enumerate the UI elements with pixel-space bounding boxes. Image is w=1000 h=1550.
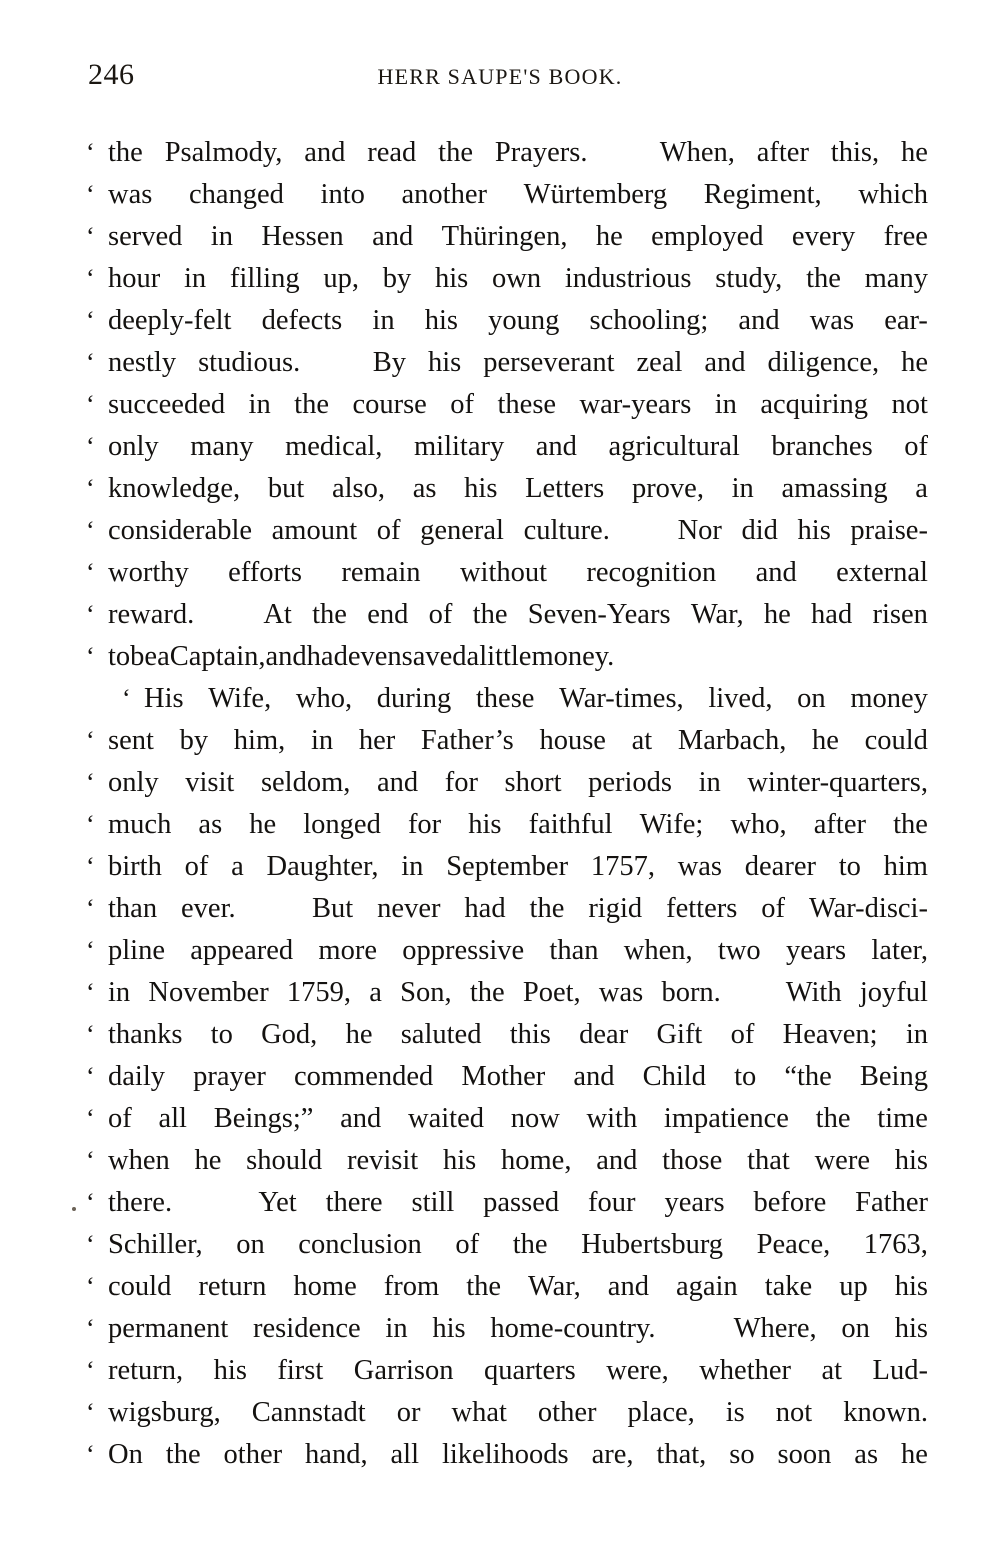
running-head: HERR SAUPE'S BOOK.: [377, 64, 623, 89]
line-text: birth of a Daughter, in September 1757, was dearer to him: [108, 851, 928, 882]
line-quote-mark: ‘: [86, 600, 95, 629]
line-text: when he should revisit his home, and those that were his: [108, 1145, 928, 1176]
line-quote-mark: ‘: [86, 1230, 95, 1259]
text-line: [86, 1056, 928, 1098]
text-line: [86, 888, 928, 930]
text-line: [86, 1140, 928, 1182]
line-quote-mark: ‘: [86, 348, 95, 377]
text-line: [86, 300, 928, 342]
body-text: [86, 132, 928, 1476]
text-line: [86, 846, 928, 888]
line-text: the Psalmody, and read the Prayers. When, after this, he: [108, 137, 928, 168]
line-text: to be a Captain, and had even saved a little money.: [108, 641, 615, 672]
text-line: [86, 468, 928, 510]
line-text: return, his first Garrison quarters were, whether at Lud-: [108, 1355, 928, 1386]
line-quote-mark: ‘: [86, 138, 95, 167]
line-text: Schiller, on conclusion of the Hubertsburg Peace, 1763,: [108, 1229, 928, 1260]
line-quote-mark: ‘: [86, 810, 95, 839]
line-quote-mark: ‘: [86, 474, 95, 503]
line-text: His Wife, who, during these War-times, lived, on money: [144, 683, 928, 714]
line-quote-mark: ‘: [86, 978, 95, 1007]
line-text: pline appeared more oppressive than when, two years later,: [108, 935, 928, 966]
text-line: [86, 132, 928, 174]
text-line: [86, 216, 928, 258]
line-quote-mark: ‘: [86, 894, 95, 923]
line-text: only visit seldom, and for short periods in winter-quarters,: [108, 767, 928, 798]
line-quote-mark: ‘: [86, 1020, 95, 1049]
text-line: [86, 1224, 928, 1266]
text-line: [86, 1182, 928, 1224]
line-text: knowledge, but also, as his Letters prove, in amassing a: [108, 473, 928, 504]
line-quote-mark: ‘: [86, 852, 95, 881]
line-text: only many medical, military and agricultural branches of: [108, 431, 928, 462]
line-text: wigsburg, Cannstadt or what other place, is not known.: [108, 1397, 928, 1428]
line-quote-mark: ‘: [86, 180, 95, 209]
text-line: [86, 1308, 928, 1350]
line-text: daily prayer commended Mother and Child to “the Being: [108, 1061, 928, 1092]
page-header: [88, 58, 912, 98]
line-quote-mark: ‘: [86, 390, 95, 419]
line-quote-mark: ‘: [86, 306, 95, 335]
line-quote-mark: ‘: [86, 1146, 95, 1175]
text-line: [86, 384, 928, 426]
text-line: [86, 552, 928, 594]
text-line: [86, 1434, 928, 1476]
line-quote-mark: ‘: [86, 1188, 95, 1217]
line-text: hour in filling up, by his own industrious study, the many: [108, 263, 928, 294]
line-quote-mark: ‘: [86, 1356, 95, 1385]
page-number: 246: [88, 58, 135, 91]
line-quote-mark: ‘: [122, 684, 131, 713]
line-quote-mark: ‘: [86, 432, 95, 461]
paragraph: [86, 678, 928, 1476]
line-text: in November 1759, a Son, the Poet, was born. With joyful: [108, 977, 928, 1008]
line-text: served in Hessen and Thüringen, he employed every free: [108, 221, 928, 252]
line-text: of all Beings;” and waited now with impatience the time: [108, 1103, 928, 1134]
text-line: [86, 1350, 928, 1392]
text-line: [86, 1392, 928, 1434]
line-quote-mark: ‘: [86, 1272, 95, 1301]
line-quote-mark: ‘: [86, 222, 95, 251]
text-line: [86, 972, 928, 1014]
line-quote-mark: ‘: [86, 264, 95, 293]
paragraph: [86, 132, 928, 678]
text-line: [86, 678, 928, 720]
text-line: [86, 594, 928, 636]
line-text: much as he longed for his faithful Wife; who, after the: [108, 809, 928, 840]
text-line: [86, 636, 928, 678]
text-line: [86, 762, 928, 804]
line-quote-mark: ‘: [86, 558, 95, 587]
line-text: there. Yet there still passed four years before Father: [108, 1187, 928, 1218]
text-line: [86, 258, 928, 300]
line-text: considerable amount of general culture. Nor did his praise-: [108, 515, 928, 546]
text-line: [86, 1266, 928, 1308]
text-line: [86, 804, 928, 846]
line-text: deeply-felt defects in his young schooling; and was ear-: [108, 305, 928, 336]
page-speck: [72, 1207, 76, 1211]
line-text: worthy efforts remain without recognition and external: [108, 557, 928, 588]
line-quote-mark: ‘: [86, 1314, 95, 1343]
line-quote-mark: ‘: [86, 1104, 95, 1133]
line-text: sent by him, in her Father’s house at Marbach, he could: [108, 725, 928, 756]
line-text: could return home from the War, and again take up his: [108, 1271, 928, 1302]
line-text: nestly studious. By his perseverant zeal and diligence, he: [108, 347, 928, 378]
text-line: [86, 174, 928, 216]
line-text: reward. At the end of the Seven-Years War, he had risen: [108, 599, 928, 630]
line-text: was changed into another Würtemberg Regiment, which: [108, 179, 928, 210]
line-text: permanent residence in his home-country. Where, on his: [108, 1313, 928, 1344]
line-quote-mark: ‘: [86, 1398, 95, 1427]
line-quote-mark: ‘: [86, 936, 95, 965]
text-line: [86, 720, 928, 762]
line-quote-mark: ‘: [86, 1440, 95, 1469]
line-quote-mark: ‘: [86, 642, 95, 671]
line-quote-mark: ‘: [86, 1062, 95, 1091]
line-text: than ever. But never had the rigid fetters of War-disci-: [108, 893, 928, 924]
line-quote-mark: ‘: [86, 726, 95, 755]
text-line: [86, 342, 928, 384]
line-text: succeeded in the course of these war-years in acquiring not: [108, 389, 928, 420]
text-line: [86, 1098, 928, 1140]
text-line: [86, 510, 928, 552]
line-text: On the other hand, all likelihoods are, that, so soon as he: [108, 1439, 928, 1470]
line-quote-mark: ‘: [86, 768, 95, 797]
line-quote-mark: ‘: [86, 516, 95, 545]
text-line: [86, 1014, 928, 1056]
text-line: [86, 426, 928, 468]
text-line: [86, 930, 928, 972]
line-text: thanks to God, he saluted this dear Gift of Heaven; in: [108, 1019, 928, 1050]
